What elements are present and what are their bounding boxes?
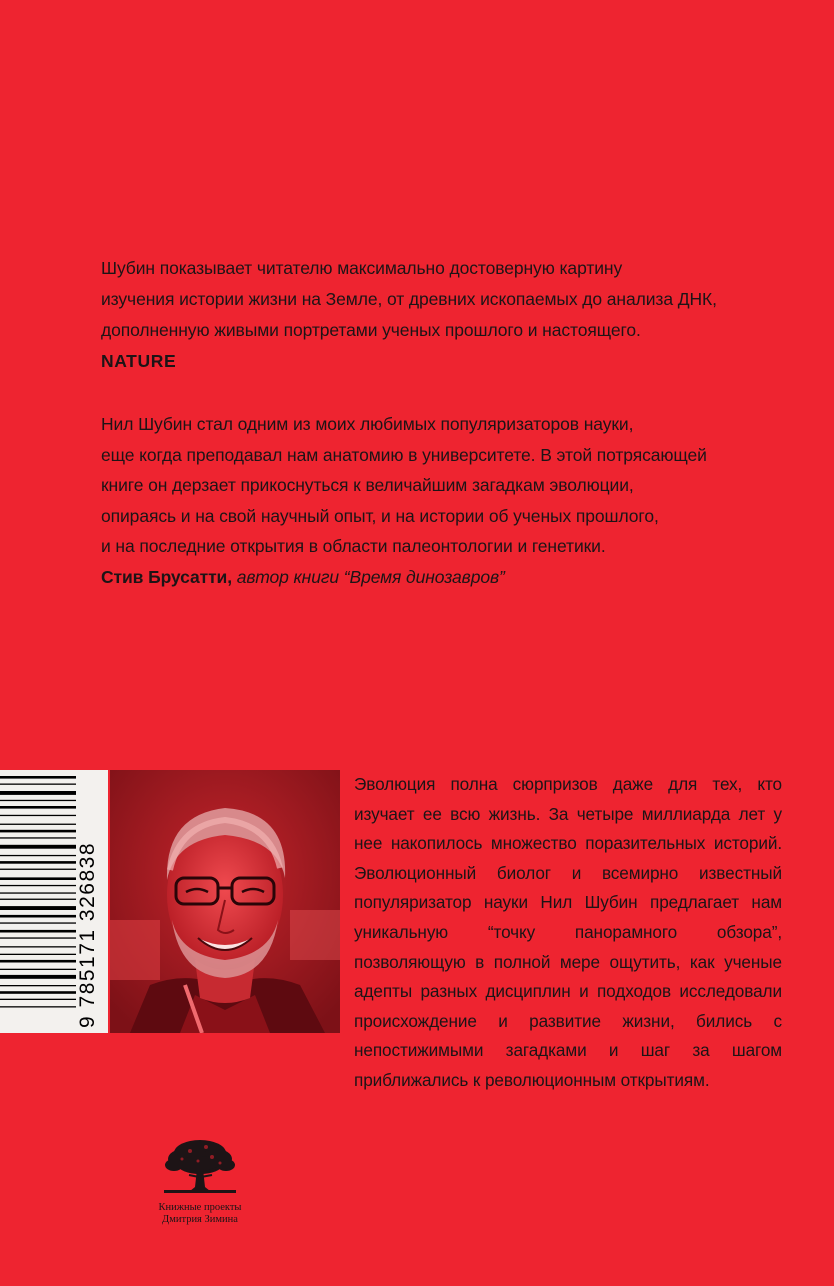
barcode-bar <box>0 869 76 870</box>
quote-line: опираясь и на свой научный опыт, и на истории об ученых прошлого, <box>101 505 659 526</box>
barcode-bar <box>0 899 76 900</box>
barcode-bar <box>0 830 76 833</box>
quote-line: изучения истории жизни на Земле, от древних ископаемых до анализа ДНК, <box>101 289 717 309</box>
barcode-bar <box>0 845 76 849</box>
quote-author <box>101 562 781 593</box>
publisher-line-1: Книжные проекты <box>158 1202 242 1213</box>
barcode-bar <box>0 930 76 933</box>
barcode <box>0 770 108 1033</box>
barcode-graphic <box>0 770 108 1033</box>
quote-line: еще когда преподавал нам анатомию в университете. В этой потрясающей <box>101 444 707 465</box>
barcode-bar <box>0 791 76 795</box>
barcode-bar <box>0 985 76 986</box>
barcode-bar <box>0 969 76 970</box>
barcode-bar <box>0 937 76 938</box>
barcode-bar <box>0 906 76 910</box>
barcode-bar <box>0 975 76 979</box>
barcode-bar <box>0 776 76 779</box>
barcode-bar <box>0 861 76 864</box>
barcode-bar <box>0 784 76 785</box>
barcode-bar <box>0 885 76 886</box>
publisher-logo <box>130 1135 270 1226</box>
barcode-bar <box>0 960 76 963</box>
book-description <box>354 770 782 1096</box>
barcode-bar <box>0 999 76 1000</box>
description-text: Эволюция полна сюрпризов даже для тех, кто изучает ее всю жизнь. За четыре миллиарда лет у нее накопилось множество поразительных историй. Эволюционный биолог и всемирно известный популяризатор науки Нил Шубин предлагает нам уникальную “точку панорамного обзора”, позволяющую в полной мере ощутить, как ученые адепты разных дисциплин и подходов исследовали происхождение и развитие жизни, бились с непостижимыми загадками и шаг за шагом приближались к революционным открытиям. <box>354 774 782 1090</box>
barcode-bar <box>0 954 76 955</box>
barcode-bar <box>0 892 76 893</box>
barcode-bar <box>0 922 76 923</box>
quote-line: Нил Шубин стал одним из моих любимых популяризаторов науки, <box>101 414 634 434</box>
barcode-bar <box>0 991 76 994</box>
author-name: Стив Брусатти, <box>101 566 232 587</box>
publisher-line-2: Дмитрия Зимина <box>162 1214 238 1225</box>
barcode-bar <box>0 877 76 880</box>
barcode-bar <box>0 824 76 825</box>
quote-line: книге он дерзает прикоснуться к величайшим загадкам эволюции, <box>101 475 634 495</box>
author-note: автор книги “Время динозавров” <box>236 566 505 587</box>
quote-line: дополненную живыми портретами ученых прошлого и настоящего. <box>101 320 641 340</box>
barcode-bar <box>0 915 76 918</box>
barcode-digits: 9 785171 326838 <box>76 842 99 1028</box>
quote-line: Шубин показывает читателю максимально достоверную картину <box>101 258 623 278</box>
author-portrait-image <box>110 770 340 1033</box>
barcode-bar <box>0 855 76 856</box>
tree-icon <box>160 1135 240 1197</box>
quote-line: и на последние открытия в области палеонтологии и генетики. <box>101 536 606 556</box>
barcode-bar <box>0 1006 76 1007</box>
barcode-bar <box>0 815 76 816</box>
barcode-bar <box>0 800 76 801</box>
author-photo <box>110 770 340 1033</box>
barcode-bar <box>0 806 76 809</box>
barcode-bar <box>0 837 76 838</box>
barcode-bar <box>0 946 76 947</box>
quote-nature <box>101 253 781 377</box>
quote-brusatte <box>101 409 781 592</box>
quote-source: NATURE <box>101 351 177 371</box>
